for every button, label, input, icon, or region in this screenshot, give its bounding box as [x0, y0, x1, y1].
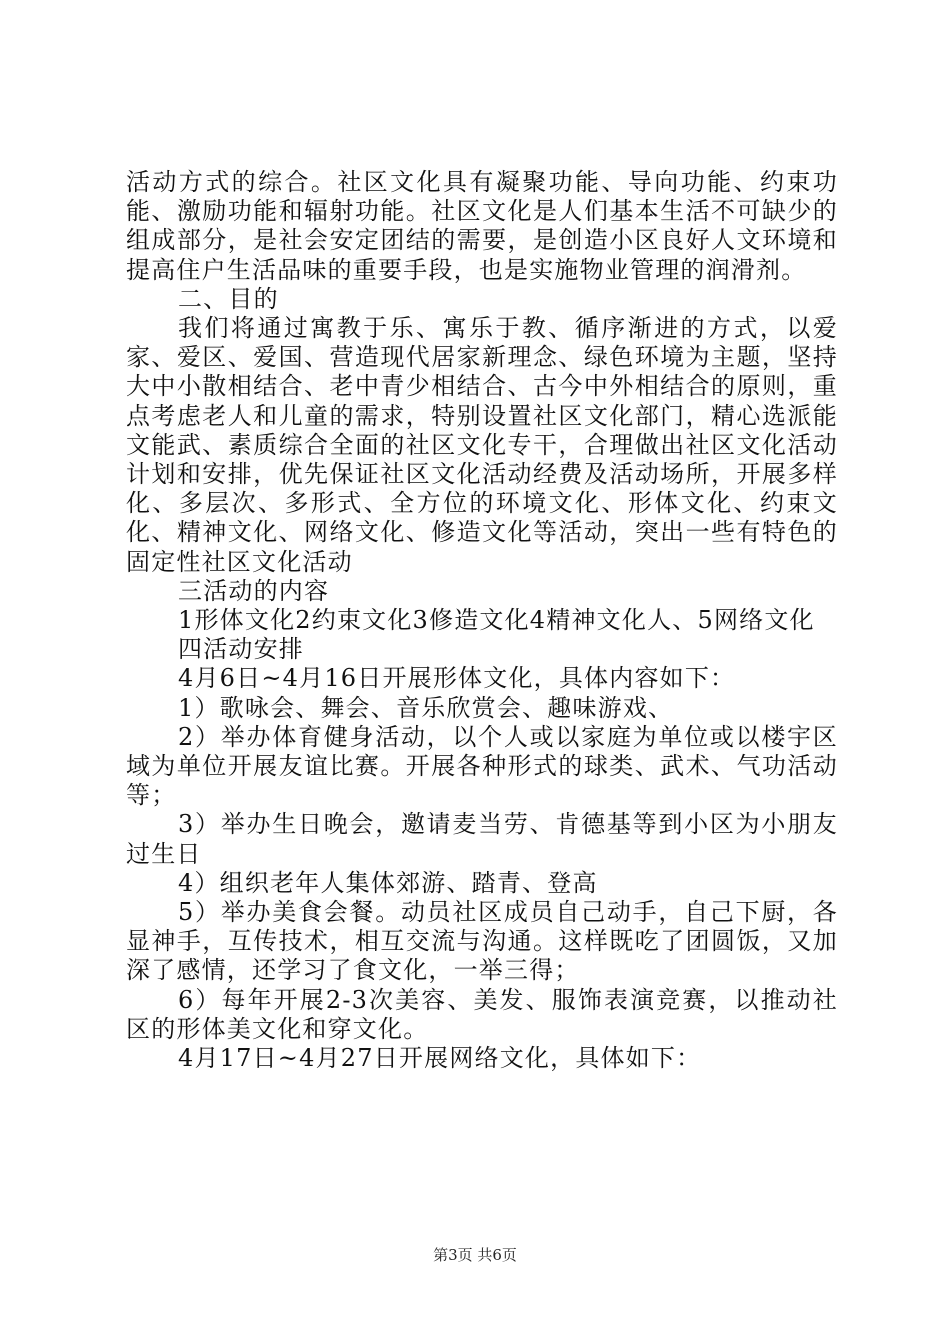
document-body [126, 168, 838, 1073]
paragraph: 1形体文化2约束文化3修造文化4精神文化人、5网络文化 [178, 606, 815, 635]
section-heading-schedule: 四活动安排 [178, 635, 304, 664]
list-item: 2）举办体育健身活动，以个人或以家庭为单位或以楼宇区域为单位开展友谊比赛。开展各种形式的球类、武术、气功活动等； [126, 722, 838, 810]
paragraph: 4月17日~4月27日开展网络文化，具体如下： [178, 1044, 702, 1073]
list-item: 1）歌咏会、舞会、音乐欣赏会、趣味游戏、 [178, 693, 674, 722]
paragraph: 我们将通过寓教于乐、寓乐于教、循序渐进的方式，以爱家、爱区、爱国、营造现代居家新理念、绿色环境为主题，坚持大中小散相结合、老中青少相结合、古今中外相结合的原则，重点考虑老人和儿童的需求，特别设置社区文化部门，精心选派能文能武、素质综合全面的社区文化专干，合理做出社区文化活动计划和安排，优先保证社区文化活动经费及活动场所，开展多样化、多层次、多形式、全方位的环境文化、形体文化、约束文化、精神文化、网络文化、修造文化等活动，突出一些有特色的固定性社区文化活动 [126, 314, 838, 576]
page-footer: 第3页 共6页 [433, 1246, 517, 1264]
list-item: 6）每年开展2-3次美容、美发、服饰表演竞赛，以推动社区的形体美文化和穿文化。 [126, 985, 838, 1043]
paragraph: 4月6日~4月16日开展形体文化，具体内容如下： [178, 664, 736, 693]
section-heading-purpose: 二、目的 [178, 284, 279, 313]
paragraph: 活动方式的综合。社区文化具有凝聚功能、导向功能、约束功能、激励功能和辐射功能。社区文化是人们基本生活不可缺少的组成部分，是社会安定团结的需要，是创造小区良好人文环境和提高住户生活品味的重要手段，也是实施物业管理的润滑剂。 [126, 168, 838, 284]
section-heading-content: 三活动的内容 [178, 576, 330, 605]
list-item: 4）组织老年人集体郊游、踏青、登高 [178, 868, 598, 897]
list-item: 5）举办美食会餐。动员社区成员自己动手，自己下厨，各显神手，互传技术，相互交流与沟通。这样既吃了团圆饭，又加深了感情，还学习了食文化，一举三得； [126, 898, 838, 985]
list-item: 3）举办生日晚会，邀请麦当劳、肯德基等到小区为小朋友过生日 [126, 810, 838, 868]
